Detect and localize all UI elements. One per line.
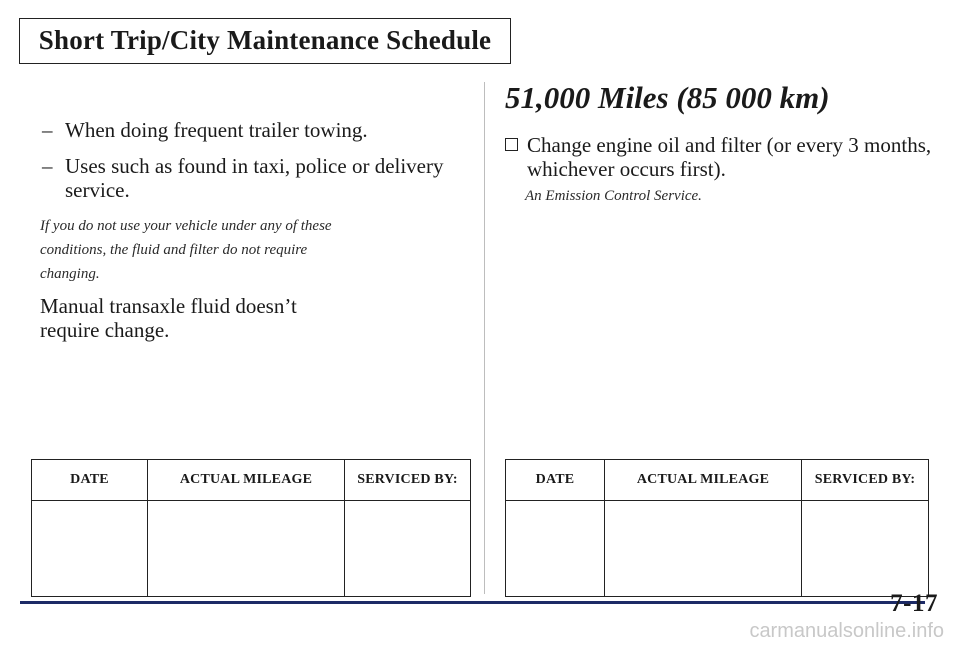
table-header-row [506,460,929,501]
dash-bullet-icon: – [42,154,53,178]
serviced-by-header: SERVICED BY: [345,460,471,501]
dash-bullet-icon: – [42,118,53,142]
table-row [32,501,471,597]
date-header: DATE [506,460,605,501]
page-title: Short Trip/City Maintenance Schedule [38,25,492,55]
table-row [506,501,929,597]
header-box [19,18,511,64]
emission-note: An Emission Control Service. [525,188,702,204]
mileage-header: ACTUAL MILEAGE [605,460,802,501]
page-number: 7-17 [890,590,938,617]
right-column [505,78,945,206]
table-header-row [32,460,471,501]
bullet-text: When doing frequent trailer towing. [65,118,368,142]
date-cell[interactable] [32,501,148,597]
serviced-by-cell[interactable] [345,501,471,597]
mileage-cell[interactable] [148,501,345,597]
bullet-item [40,154,470,202]
date-header: DATE [32,460,148,501]
maintenance-item-text: Change engine oil and filter (or every 3 months, whichever occurs first). [527,133,932,181]
bullet-text: Uses such as found in taxi, police or delivery service. [65,154,444,202]
left-column [40,118,470,342]
conditions-note: If you do not use your vehicle under any of these conditions, the fluid and filter do not require changing. [40,218,332,282]
maintenance-item [505,133,945,181]
manual-transaxle-text: Manual transaxle fluid doesn’t require change. [40,294,297,342]
watermark: carmanualsonline.info [749,620,944,642]
serviced-by-cell[interactable] [802,501,929,597]
mileage-header: ACTUAL MILEAGE [148,460,345,501]
bullet-item [40,118,470,142]
column-divider [484,82,485,594]
checkbox[interactable] [505,138,518,151]
mileage-heading: 51,000 Miles (85 000 km) [505,80,830,115]
mileage-cell[interactable] [605,501,802,597]
footer-rule [20,601,925,604]
service-record-table-left [31,459,471,597]
service-record-table-right [505,459,929,597]
serviced-by-header: SERVICED BY: [802,460,929,501]
date-cell[interactable] [506,501,605,597]
